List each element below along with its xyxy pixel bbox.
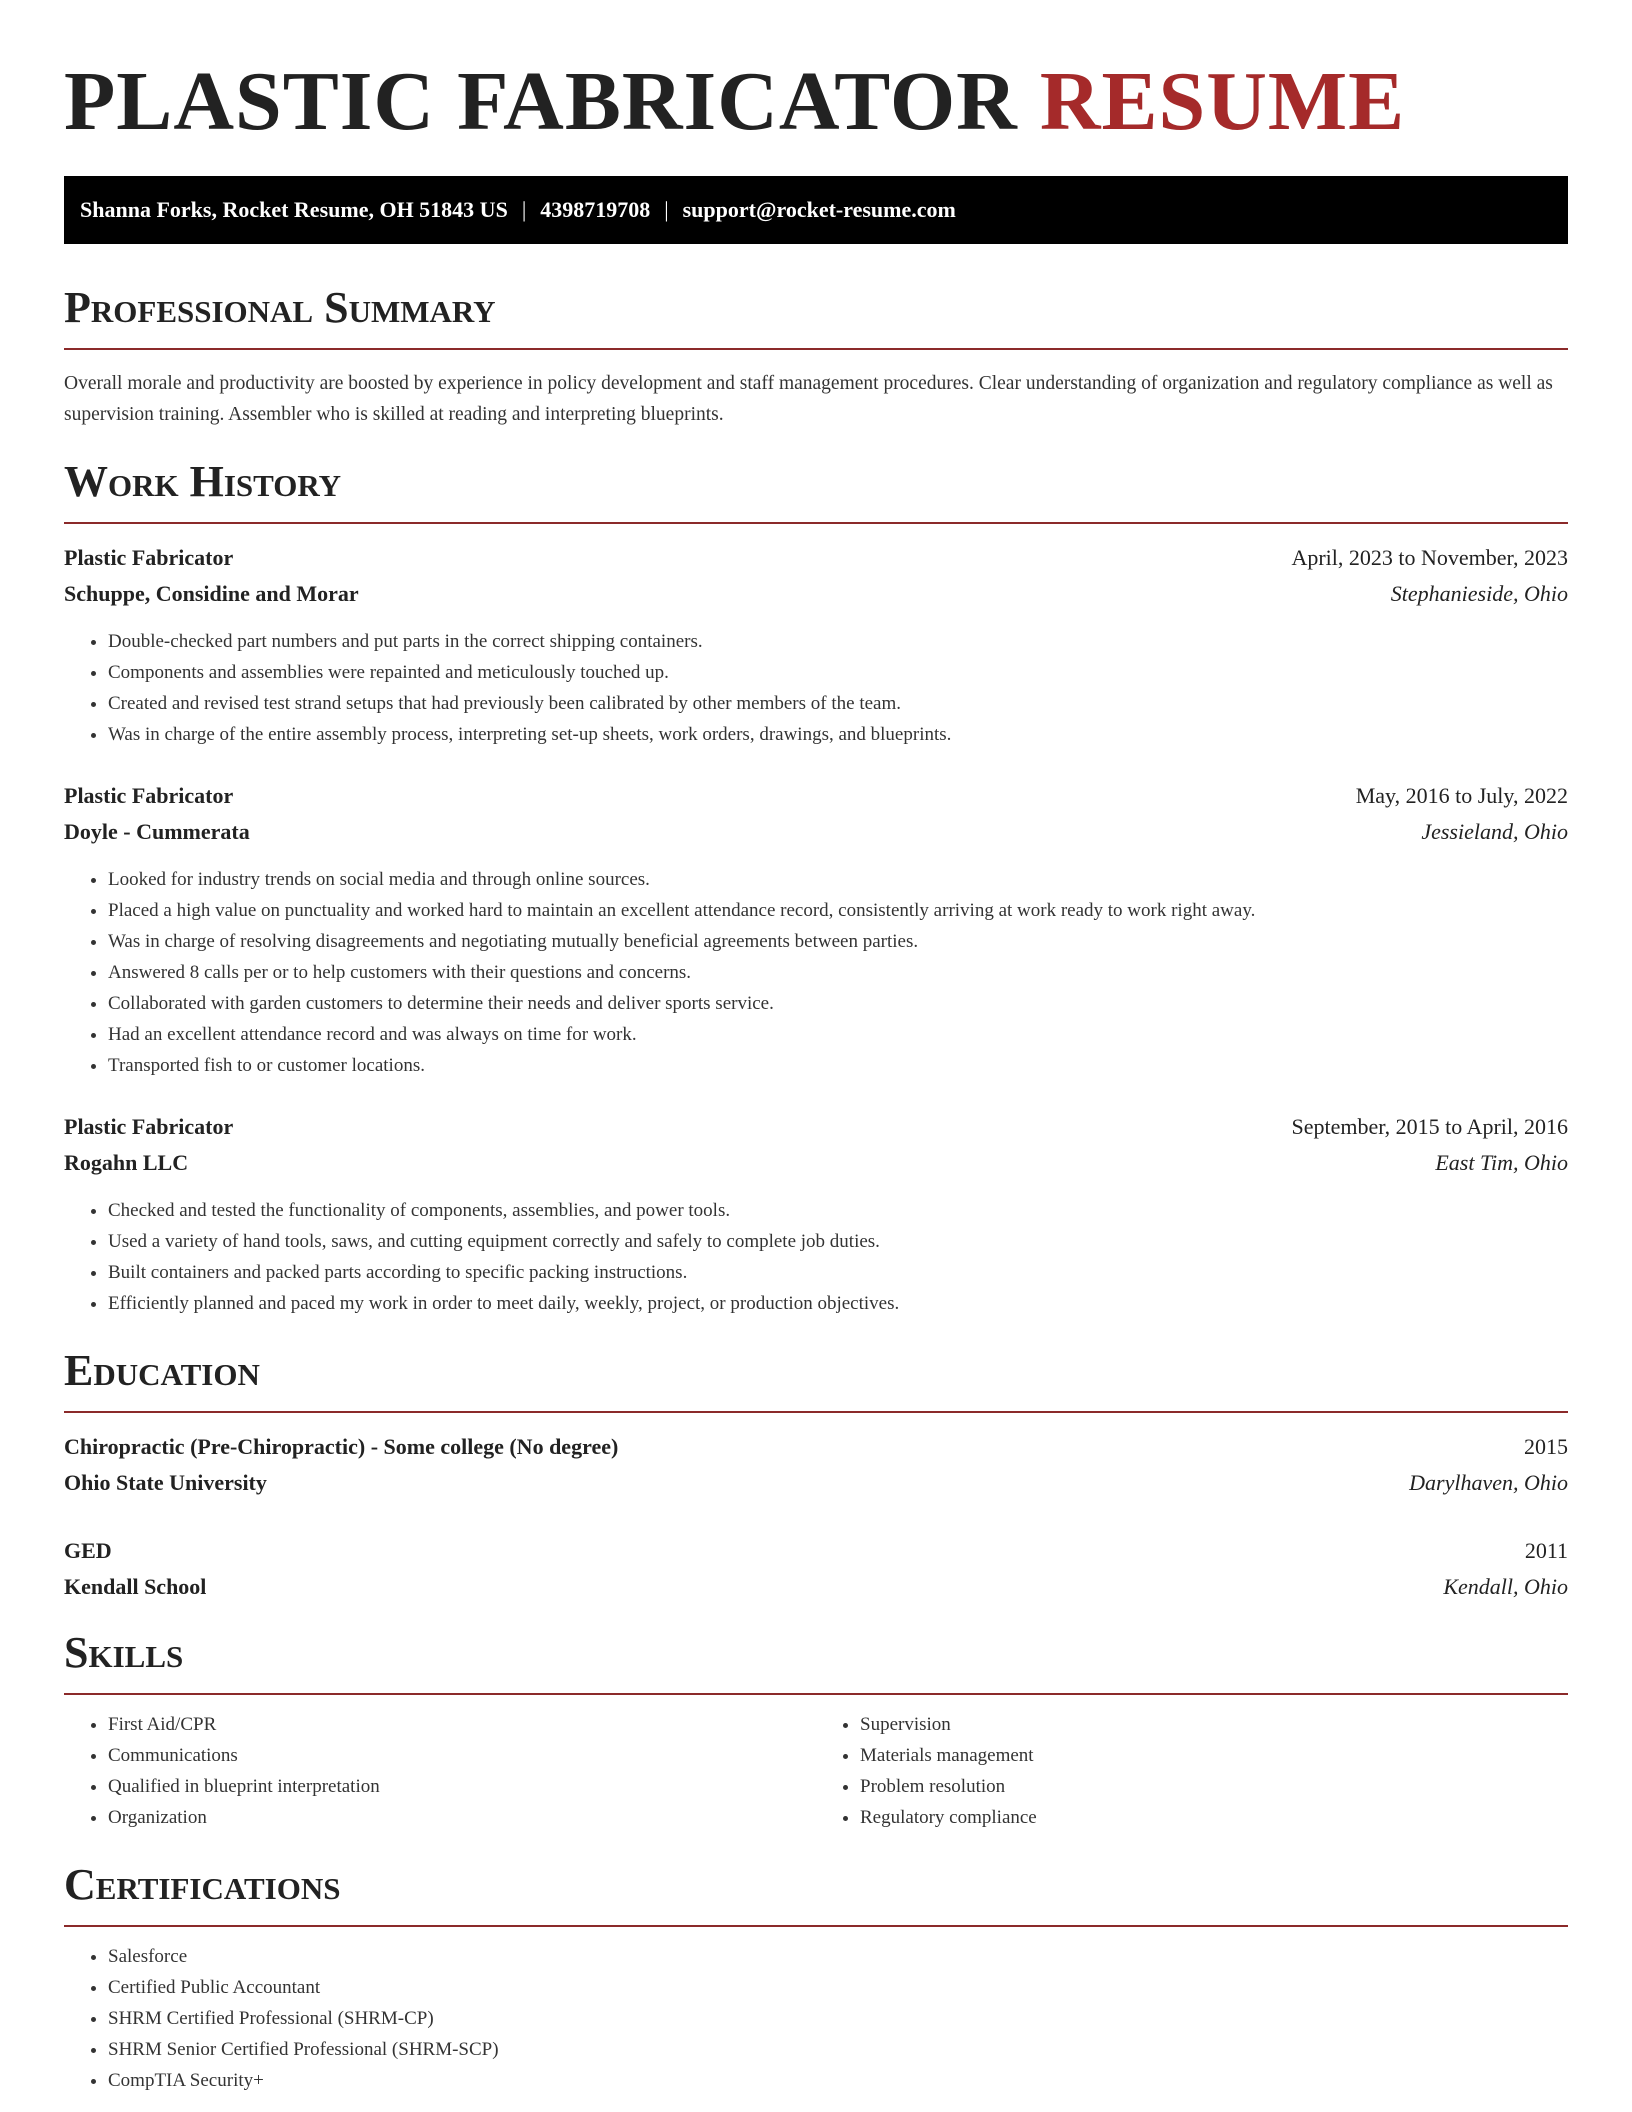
job-bullets xyxy=(64,626,1568,750)
contact-address: Shanna Forks, Rocket Resume, OH 51843 US xyxy=(80,197,508,222)
education-degree: Chiropractic (Pre-Chiropractic) - Some college (No degree) xyxy=(64,1434,619,1459)
job-title: Plastic Fabricator xyxy=(64,783,234,808)
job-header-row xyxy=(64,1109,1568,1145)
work-history-section xyxy=(64,456,1568,1319)
job-dates: September, 2015 to April, 2016 xyxy=(1291,1114,1568,1139)
contact-separator: | xyxy=(521,197,527,222)
title-accent: RESUME xyxy=(1039,55,1406,148)
list-item: • Was in charge of the entire assembly process, interpreting set-up sheets, work orders, drawings, and blueprints. xyxy=(108,719,1568,750)
section-heading: Certifications xyxy=(64,1860,341,1909)
job-company-row xyxy=(64,576,1568,612)
certification-item: • Salesforce xyxy=(108,1941,1568,1972)
job-location: Stephanieside, Ohio xyxy=(1390,581,1568,606)
list-item: • Built containers and packed parts according to specific packing instructions. xyxy=(108,1257,1568,1288)
certification-item: • CompTIA Security+ xyxy=(108,2065,1568,2096)
list-item: • Double-checked part numbers and put parts in the correct shipping containers. xyxy=(108,626,1568,657)
list-item: • Components and assemblies were repainted and meticulously touched up. xyxy=(108,657,1568,688)
job-dates: May, 2016 to July, 2022 xyxy=(1355,783,1568,808)
skills-section xyxy=(64,1627,1568,1833)
section-divider xyxy=(64,1693,1568,1695)
job-location: East Tim, Ohio xyxy=(1435,1150,1568,1175)
skill-item: • Organization xyxy=(108,1802,816,1833)
education-year: 2011 xyxy=(1524,1538,1568,1563)
job-entry xyxy=(64,778,1568,1081)
education-degree: GED xyxy=(64,1538,112,1563)
education-location: Kendall, Ohio xyxy=(1443,1574,1568,1599)
list-item: • Answered 8 calls per or to help customers with their questions and concerns. xyxy=(108,957,1568,988)
section-divider xyxy=(64,1411,1568,1413)
summary-section xyxy=(64,282,1568,430)
job-company: Schuppe, Considine and Morar xyxy=(64,581,359,606)
job-title: Plastic Fabricator xyxy=(64,545,234,570)
skills-list-left xyxy=(64,1709,816,1833)
education-school-row xyxy=(64,1465,1568,1501)
skill-item: • First Aid/CPR xyxy=(108,1709,816,1740)
section-heading: Education xyxy=(64,1346,260,1395)
skills-columns xyxy=(64,1709,1568,1833)
education-header-row xyxy=(64,1429,1568,1465)
job-entry xyxy=(64,1109,1568,1319)
job-entry xyxy=(64,540,1568,750)
job-company: Rogahn LLC xyxy=(64,1150,189,1175)
contact-phone: 4398719708 xyxy=(540,197,651,222)
skill-item: • Qualified in blueprint interpretation xyxy=(108,1771,816,1802)
job-company: Doyle - Cummerata xyxy=(64,819,250,844)
list-item: • Efficiently planned and paced my work in order to meet daily, weekly, project, or production objectives. xyxy=(108,1288,1568,1319)
skill-item: • Materials management xyxy=(860,1740,1568,1771)
section-divider xyxy=(64,348,1568,350)
job-header-row xyxy=(64,778,1568,814)
list-item: • Created and revised test strand setups that had previously been calibrated by other members of the team. xyxy=(108,688,1568,719)
education-header-row xyxy=(64,1533,1568,1569)
list-item: • Was in charge of resolving disagreements and negotiating mutually beneficial agreements between parties. xyxy=(108,926,1568,957)
certification-item: • Certified Public Accountant xyxy=(108,1972,1568,2003)
list-item: • Used a variety of hand tools, saws, and cutting equipment correctly and safely to complete job duties. xyxy=(108,1226,1568,1257)
job-company-row xyxy=(64,814,1568,850)
list-item: • Collaborated with garden customers to determine their needs and deliver sports service. xyxy=(108,988,1568,1019)
contact-bar xyxy=(64,176,1568,244)
summary-text: Overall morale and productivity are boosted by experience in policy development and staff management procedures. Clear understanding of organization and regulatory compliance as well as supervision training. Assembler who is skilled at reading and interpreting blueprints. xyxy=(64,373,1553,425)
list-item: • Placed a high value on punctuality and worked hard to maintain an excellent attendance record, consistently arriving at work ready to work right away. xyxy=(108,895,1568,926)
skill-item: • Regulatory compliance xyxy=(860,1802,1568,1833)
certification-item: • SHRM Senior Certified Professional (SHRM-SCP) xyxy=(108,2034,1568,2065)
education-year: 2015 xyxy=(1524,1434,1568,1459)
section-heading: Skills xyxy=(64,1628,184,1677)
education-location: Darylhaven, Ohio xyxy=(1409,1470,1568,1495)
contact-separator: | xyxy=(664,197,669,222)
section-divider xyxy=(64,522,1568,524)
section-heading: Work History xyxy=(64,457,342,506)
skill-item: • Problem resolution xyxy=(860,1771,1568,1802)
skills-list-right xyxy=(816,1709,1568,1833)
certification-item: • SHRM Certified Professional (SHRM-CP) xyxy=(108,2003,1568,2034)
skill-item: • Supervision xyxy=(860,1709,1568,1740)
education-school: Kendall School xyxy=(64,1574,207,1599)
education-school: Ohio State University xyxy=(64,1470,267,1495)
title-main: PLASTIC FABRICATOR xyxy=(64,55,1018,148)
job-title: Plastic Fabricator xyxy=(64,1114,234,1139)
education-entry xyxy=(64,1533,1568,1605)
list-item: • Had an excellent attendance record and was always on time for work. xyxy=(108,1019,1568,1050)
education-entry xyxy=(64,1429,1568,1501)
section-heading: Professional Summary xyxy=(64,283,496,332)
contact-email: support@rocket-resume.com xyxy=(682,197,956,222)
job-bullets xyxy=(64,1195,1568,1319)
certifications-section xyxy=(64,1859,1568,2096)
skill-item: • Communications xyxy=(108,1740,816,1771)
education-school-row xyxy=(64,1569,1568,1605)
list-item: • Looked for industry trends on social media and through online sources. xyxy=(108,864,1568,895)
job-company-row xyxy=(64,1145,1568,1181)
certifications-list xyxy=(64,1941,1568,2096)
resume-title xyxy=(64,0,1568,176)
job-dates: April, 2023 to November, 2023 xyxy=(1291,545,1568,570)
job-header-row xyxy=(64,540,1568,576)
list-item: • Transported fish to or customer locations. xyxy=(108,1050,1568,1081)
education-section xyxy=(64,1345,1568,1605)
job-bullets xyxy=(64,864,1568,1081)
job-location: Jessieland, Ohio xyxy=(1421,819,1568,844)
list-item: • Checked and tested the functionality of components, assemblies, and power tools. xyxy=(108,1195,1568,1226)
section-divider xyxy=(64,1925,1568,1927)
